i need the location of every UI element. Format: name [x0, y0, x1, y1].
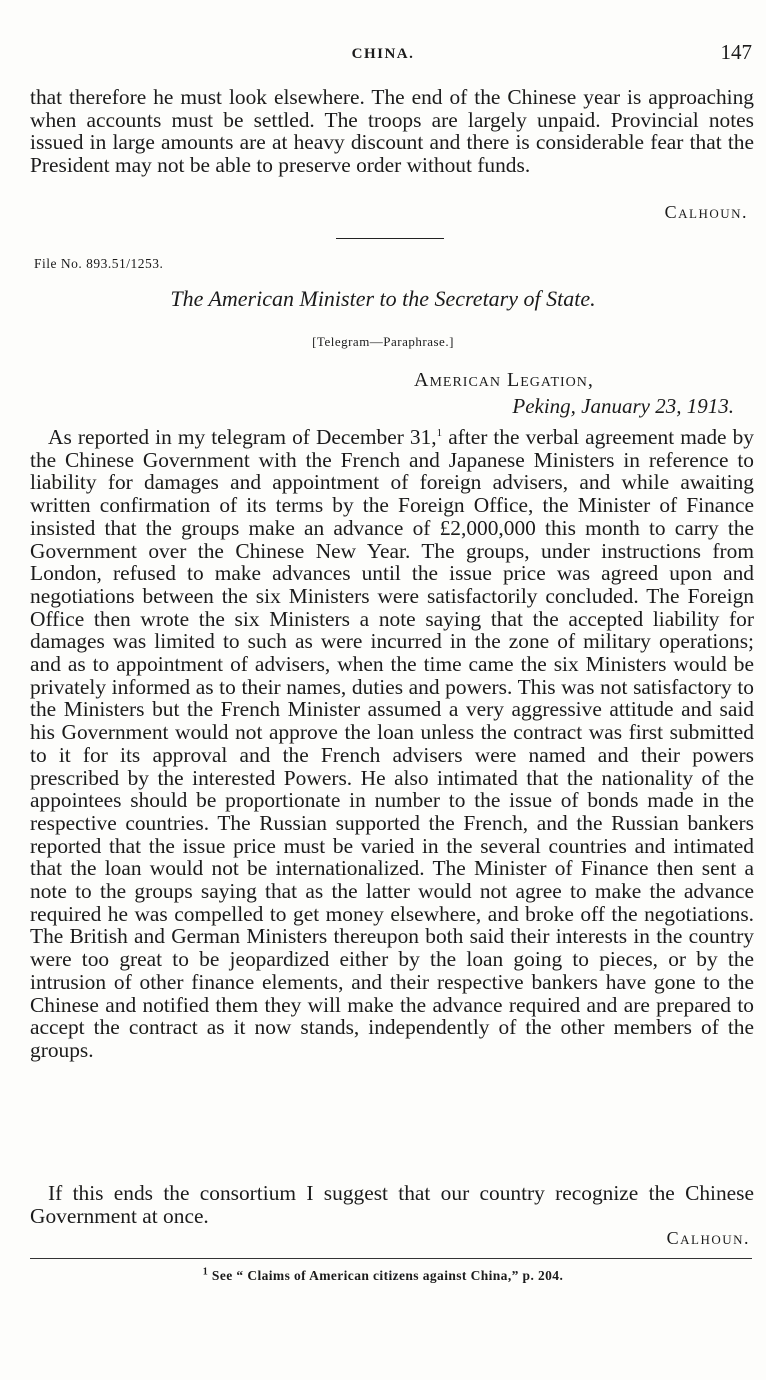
- footnote-reference: 1: [436, 426, 443, 439]
- continued-paragraph: that therefore he must look elsewhere. The end of the Chinese year is approaching when accounts must be settled. The troops are largely unpaid. Provincial notes issued in large amounts are at heavy discount and there is considerable fear that the President may not be able to preserve order without funds.: [30, 85, 754, 178]
- dateline: Peking, January 23, 1913.: [512, 394, 734, 418]
- running-head: [0, 40, 766, 70]
- signature-calhoun-2: Calhoun.: [666, 1228, 750, 1248]
- footnote-text: See “ Claims of American citizens against China,” p. 204.: [208, 1268, 564, 1283]
- page-number: 147: [720, 40, 752, 64]
- place-line: American Legation,: [414, 369, 594, 391]
- telegram-paragraph-1: [30, 426, 754, 1062]
- signature-calhoun-1: Calhoun.: [664, 202, 748, 222]
- file-number: File No. 893.51/1253.: [34, 256, 164, 271]
- telegram-paragraph-1-rest: after the verbal agreement made by the Chinese Government with the French and Japanese Ministers in reference to liability for damages and appointment of foreign advisers, and while awaiting written confirmation of its terms by the Foreign Office, the Minister of Finance insisted that the groups make an advance of £2,000,000 this month to carry the Government over the Chinese New Year. The groups, under instructions from London, refused to make advances until the issue price was agreed upon and negotiations between the six Ministers were satisfactorily concluded. The Foreign Office then wrote the six Ministers a note saying that the accepted liability for damages was limited to such as were incurred in the zone of military operations; and as to appointment of advisers, when the time came the six Ministers would be privately informed as to their names, duties and powers. This was not satisfactory to the Ministers but the French Minister assumed a very aggressive attitude and said his Government would not approve the loan unless the contract was first submitted to it for its approval and the French advisers were named and their powers prescribed by the interested Powers. He also intimated that the nationality of the appointees should be proportionate in number to the issue of bonds made in the respective countries. The Russian supported the French, and the Russian bankers reported that the issue price must be varied in the several countries and intimated that the loan would not be internationalized. The Minister of Finance then sent a note to the groups saying that as the latter would not agree to make the advance required he was compelled to get money elsewhere, and broke off the negotiations. The British and German Ministers thereupon both said their interests in the country were too great to be jeopardized either by the loan going to pieces, or by the intrusion of other finance elements, and their respective bankers have gone to the Chinese and notified them they will make the advance required and are prepared to accept the contract as it now stands, independently of the other members of the groups.: [30, 425, 754, 1062]
- footnote-marker: 1: [202, 1266, 209, 1278]
- telegram-paragraph-1-start: As reported in my telegram of December 31,: [48, 425, 437, 449]
- footnote-rule: [30, 1258, 752, 1259]
- section-divider: [336, 238, 444, 239]
- footnote: [0, 1268, 766, 1284]
- running-title: CHINA.: [351, 46, 415, 62]
- document-kind: [Telegram—Paraphrase.]: [312, 334, 454, 349]
- telegram-paragraph-2: If this ends the consortium I suggest that our country recognize the Chinese Government at once.: [30, 1181, 754, 1228]
- document-title: The American Minister to the Secretary of State.: [170, 286, 596, 311]
